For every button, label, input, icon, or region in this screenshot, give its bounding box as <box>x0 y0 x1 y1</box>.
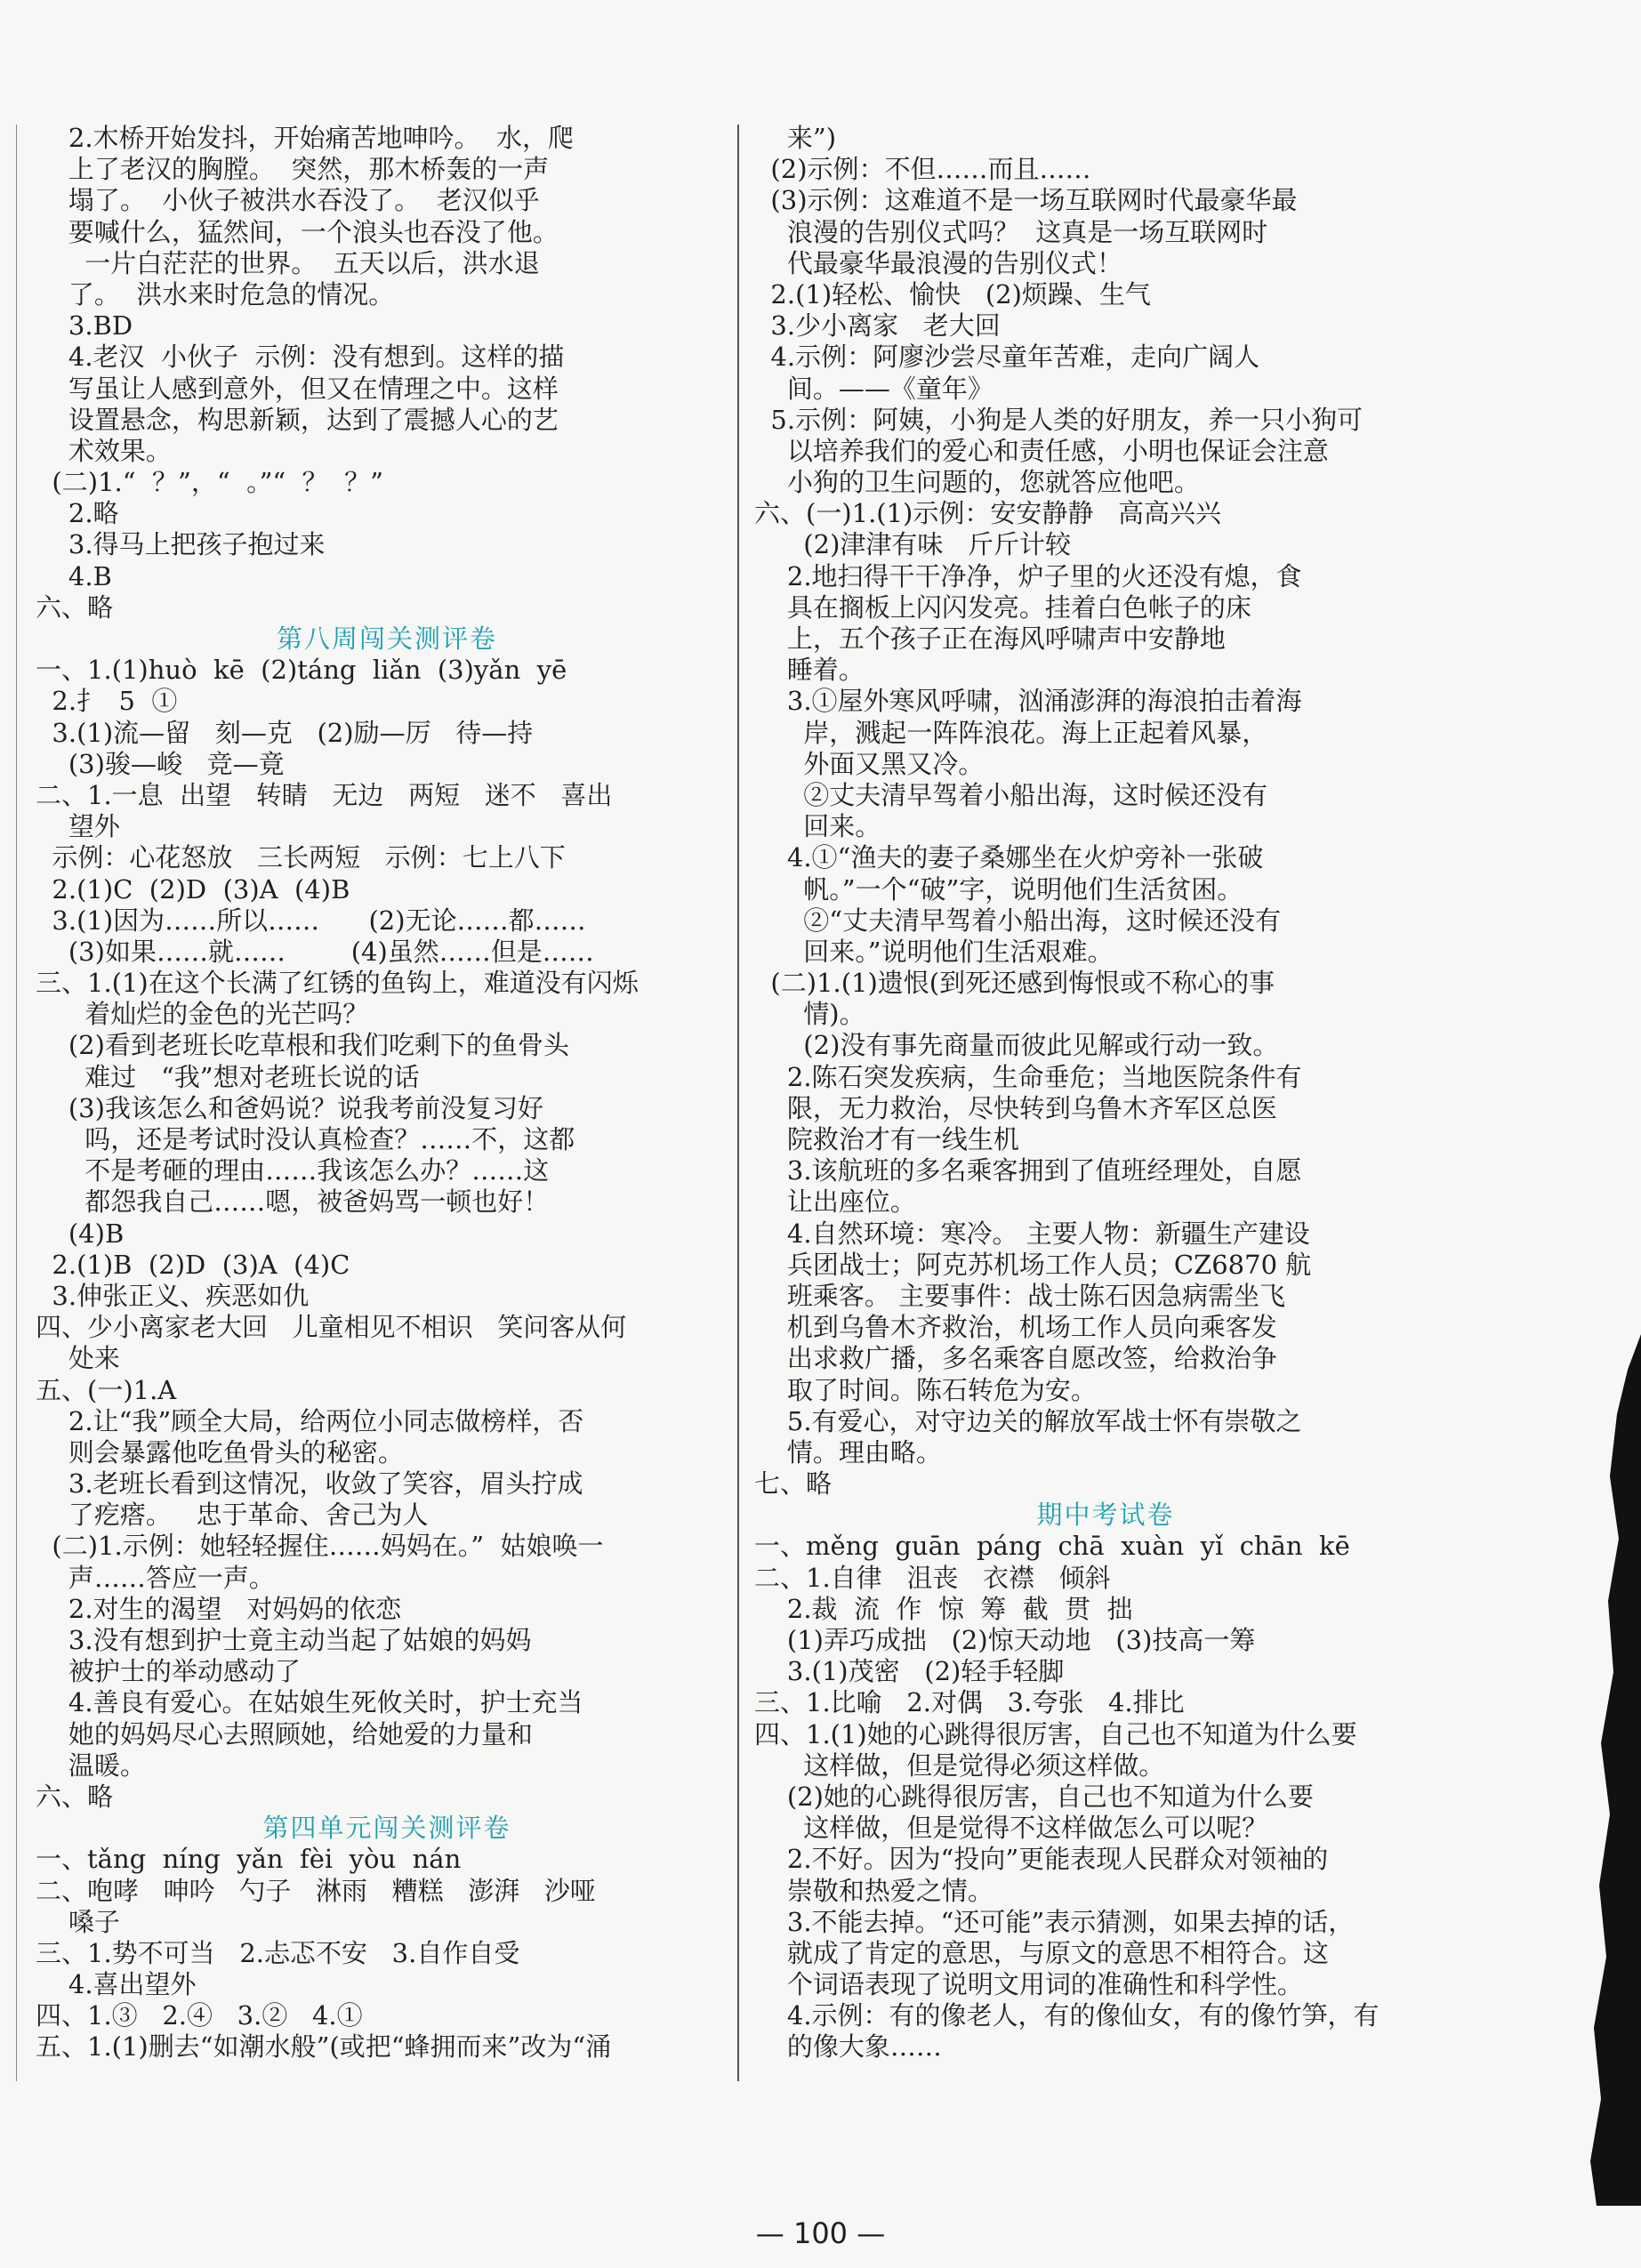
answer-line: 3.得马上把孩子抱过来 <box>36 529 326 560</box>
answer-line: 机到乌鲁木齐救治，机场工作人员向乘客发 <box>754 1312 1277 1343</box>
answer-line: 六、(一)1.(1)示例：安安静静 高高兴兴 <box>754 498 1222 529</box>
answer-line: 二、1.自律 沮丧 衣襟 倾斜 <box>754 1562 1111 1593</box>
answer-line: 4.喜出望外 <box>36 1969 197 2000</box>
answer-line: (4)B <box>36 1218 125 1249</box>
answer-line: 睡着。 <box>754 655 865 686</box>
answer-line: 个词语表现了说明文用词的准确性和科学性。 <box>754 1969 1303 2000</box>
section-heading: 第八周闯关测评卷 <box>276 623 497 654</box>
answer-line: 4.示例：有的像老人，有的像仙女，有的像竹笋，有 <box>754 2000 1380 2031</box>
answer-line: 四、少小离家老大回 儿童相见不相识 笑问客从何 <box>36 1312 627 1343</box>
answer-line: 则会暴露他吃鱼骨头的秘密。 <box>36 1436 404 1468</box>
answer-line: 上，五个孩子正在海风呼啸声中安静地 <box>754 623 1226 654</box>
answer-line: 着灿烂的金色的光芒吗？ <box>36 999 369 1030</box>
answer-line: 2.(1)轻松、愉快 (2)烦躁、生气 <box>754 278 1151 310</box>
answer-line: 3.(1)因为……所以…… (2)无论……都…… <box>36 905 586 936</box>
answer-line: 了疙瘩。 忠于革命、舍己为人 <box>36 1500 429 1531</box>
answer-line: 回来。 <box>754 811 881 842</box>
answer-line: 来”) <box>754 123 837 153</box>
answer-line: ②丈夫清早驾着小船出海，这时候还没有 <box>754 779 1268 810</box>
answer-line: 班乘客。 主要事件：战士陈石因急病需坐飞 <box>754 1280 1286 1311</box>
answer-line: 六、略 <box>36 1781 114 1812</box>
torn-page-edge <box>1574 1334 1641 2206</box>
answer-line: (3)我该怎么和爸妈说？说我考前没复习好 <box>36 1092 543 1123</box>
answer-line: 2.对生的渴望 对妈妈的依恋 <box>36 1593 402 1624</box>
answer-line: 三、1.比喻 2.对偶 3.夸张 4.排比 <box>754 1687 1185 1718</box>
answer-line: 2.扌 5 ① <box>36 686 178 717</box>
answer-line: 4.B <box>36 560 112 591</box>
answer-line: 2.木桥开始发抖，开始痛苦地呻吟。 水，爬 <box>36 123 574 153</box>
answer-line: (3)如果……就…… (4)虽然……但是…… <box>36 936 594 967</box>
answer-line: 2.陈石突发疾病，生命垂危；当地医院条件有 <box>754 1061 1302 1092</box>
answer-line: ②“丈夫清早驾着小船出海，这时候还没有 <box>754 905 1282 936</box>
answer-line: 二、1.一息 出望 转睛 无边 两短 迷不 喜出 <box>36 779 613 810</box>
answer-line: 3.①屋外寒风呼啸，汹涌澎湃的海浪拍击着海 <box>754 686 1302 717</box>
answer-line: 3.(1)流—留 刻—克 (2)励—厉 待—持 <box>36 717 534 748</box>
answer-line: 3.该航班的多名乘客拥到了值班经理处，自愿 <box>754 1155 1302 1186</box>
answer-line: 4.自然环境：寒冷。 主要人物：新疆生产建设 <box>754 1218 1310 1249</box>
answer-line: 兵团战士；阿克苏机场工作人员；CZ6870 航 <box>754 1249 1312 1280</box>
answer-line: 写虽让人感到意外，但又在情理之中。这样 <box>36 373 559 404</box>
answer-line: (3)示例：这难道不是一场互联网时代最豪华最 <box>754 185 1298 216</box>
answer-line: (2)她的心跳得很厉害，自己也不知道为什么要 <box>754 1781 1314 1812</box>
answer-line: 设置悬念，构思新颖，达到了震撼人心的艺 <box>36 404 559 435</box>
answer-line: 四、1.(1)她的心跳得很厉害，自己也不知道为什么要 <box>754 1718 1357 1749</box>
answer-line: 3.BD <box>36 310 133 342</box>
answer-line: 浪漫的告别仪式吗？ 这真是一场互联网时 <box>754 216 1268 247</box>
answer-line: 帆。”一个“破”字，说明他们生活贫困。 <box>754 873 1243 905</box>
answer-line: 2.裁 流 作 惊 筹 截 贯 拙 <box>754 1593 1133 1624</box>
answer-line: (1)弄巧成拙 (2)惊天动地 (3)技高一筹 <box>754 1625 1256 1655</box>
answer-line: 4.示例：阿廖沙尝尽童年苦难，走向广阔人 <box>754 342 1260 373</box>
answer-line: 七、略 <box>754 1468 833 1500</box>
answer-line: 这样做，但是觉得不这样做怎么可以呢？ <box>754 1813 1268 1844</box>
answer-line: 二、咆哮 呻吟 勺子 淋雨 糟糕 澎湃 沙哑 <box>36 1875 596 1906</box>
answer-line: 2.不好。因为“投向”更能表现人民群众对领袖的 <box>754 1844 1329 1875</box>
answer-line: 3.(1)茂密 (2)轻手轻脚 <box>754 1656 1065 1687</box>
answer-line: 术效果。 <box>36 435 172 466</box>
answer-line: (2)看到老班长吃草根和我们吃剩下的鱼骨头 <box>36 1030 569 1061</box>
answer-line: 3.老班长看到这情况，收敛了笑容，眉头拧成 <box>36 1468 583 1500</box>
answer-line: (2)津津有味 斤斤计较 <box>754 529 1072 560</box>
answer-line: 3.没有想到护士竟主动当起了姑娘的妈妈 <box>36 1625 532 1655</box>
answer-line: 三、1.(1)在这个长满了红锈的鱼钩上，难道没有闪烁 <box>36 968 639 999</box>
answer-line: 院救治才有一线生机 <box>754 1124 1019 1154</box>
column-divider <box>737 125 739 2081</box>
answer-line: 要喊什么，猛然间，一个浪头也吞没了他。 <box>36 216 559 247</box>
left-column <box>36 123 738 2063</box>
answer-line: 崇敬和热爱之情。 <box>754 1875 993 1906</box>
answer-line: 情)。 <box>754 999 865 1030</box>
right-column <box>754 123 1457 2063</box>
answer-line: 代最豪华最浪漫的告别仪式！ <box>754 247 1122 278</box>
page-edge-line <box>16 125 17 2081</box>
answer-line: 限，无力救治，尽快转到乌鲁木齐军区总医 <box>754 1092 1277 1123</box>
answer-line: 让出座位。 <box>754 1186 916 1218</box>
answer-line: 5.示例：阿姨，小狗是人类的好朋友，养一只小狗可 <box>754 404 1363 435</box>
answer-line: 不是考砸的理由……我该怎么办？……这 <box>36 1155 550 1186</box>
answer-line: 情。理由略。 <box>754 1436 942 1468</box>
answer-line: (二)1.(1)遗恨(到死还感到悔恨或不称心的事 <box>754 968 1275 999</box>
answer-line: 吗，还是考试时没认真检查？……不，这都 <box>36 1124 575 1154</box>
answer-line: 声……答应一声。 <box>36 1562 275 1593</box>
answer-line: 这样做，但是觉得必须这样做。 <box>754 1749 1165 1781</box>
answer-line: (二)1.示例：她轻轻握住……妈妈在。” 姑娘唤一 <box>36 1531 604 1562</box>
answer-line: 2.略 <box>36 498 119 529</box>
section-heading: 期中考试卷 <box>1036 1500 1175 1531</box>
answer-line: 一、1.(1)huò kē (2)táng liǎn (3)yǎn yē <box>36 655 567 686</box>
answer-line: 间。——《童年》 <box>754 373 993 404</box>
answer-line: 3.少小离家 老大回 <box>754 310 1001 342</box>
answer-line: 被护士的举动感动了 <box>36 1656 301 1687</box>
answer-line: 回来。”说明他们生活艰难。 <box>754 936 1114 967</box>
answer-line: 2.地扫得干干净净，炉子里的火还没有熄，食 <box>754 560 1302 591</box>
answer-line: 2.让“我”顾全大局，给两位小同志做榜样，否 <box>36 1405 584 1436</box>
answer-line: 上了老汉的胸膛。 突然，那木桥轰的一声 <box>36 154 550 185</box>
answer-line: 岸，溅起一阵阵浪花。海上正起着风暴， <box>754 717 1268 748</box>
answer-line: 4.老汉 小伙子 示例：没有想到。这样的描 <box>36 342 565 373</box>
answer-line: 塌了。 小伙子被洪水吞没了。 老汉似乎 <box>36 185 540 216</box>
answer-line: 小狗的卫生问题的，您就答应他吧。 <box>754 467 1200 498</box>
answer-line: 三、1.势不可当 2.忐忑不安 3.自作自受 <box>36 1937 520 1968</box>
answer-line: 温暖。 <box>36 1749 146 1781</box>
answer-line: 处来 <box>36 1343 120 1374</box>
answer-line: 四、1.③ 2.④ 3.② 4.① <box>36 2000 363 2031</box>
answer-line: (2)没有事先商量而彼此见解或行动一致。 <box>754 1030 1279 1061</box>
answer-line: 以培养我们的爱心和责任感，小明也保证会注意 <box>754 435 1329 466</box>
answer-line: 一、měng guān páng chā xuàn yǐ chān kē <box>754 1531 1350 1562</box>
answer-line: (二)1.“ ？”，“ 。”“ ？ ？” <box>36 467 383 498</box>
answer-line: 2.(1)C (2)D (3)A (4)B <box>36 873 350 905</box>
answer-line: 就成了肯定的意思，与原文的意思不相符合。这 <box>754 1937 1329 1968</box>
answer-line: 出求救广播，多名乘客自愿改签，给救治争 <box>754 1343 1277 1374</box>
answer-line: 难过 “我”想对老班长说的话 <box>36 1061 420 1092</box>
answer-line: 她的妈妈尽心去照顾她，给她爱的力量和 <box>36 1718 533 1749</box>
answer-line: 一、tǎng níng yǎn fèi yòu nán <box>36 1844 462 1875</box>
answer-line: 六、略 <box>36 591 114 623</box>
answer-line: 外面又黑又冷。 <box>754 748 985 779</box>
answer-line: (2)示例：不但……而且…… <box>754 154 1091 185</box>
answer-line: 4.善良有爱心。在姑娘生死攸关时，护士充当 <box>36 1687 583 1718</box>
answer-line: 示例：心花怒放 三长两短 示例：七上八下 <box>36 842 566 873</box>
answer-line: 取了时间。陈石转危为安。 <box>754 1374 1097 1405</box>
answer-line: 的像大象…… <box>754 2031 942 2063</box>
answer-line: 5.有爱心，对守边关的解放军战士怀有崇敬之 <box>754 1405 1302 1436</box>
answer-line: 望外 <box>36 811 120 842</box>
answer-line: 4.①“渔夫的妻子桑娜坐在火炉旁补一张破 <box>754 842 1264 873</box>
answer-line: 都怨我自己……嗯，被爸妈骂一顿也好！ <box>36 1186 550 1218</box>
answer-line: 2.(1)B (2)D (3)A (4)C <box>36 1249 350 1280</box>
answer-line: 五、(一)1.A <box>36 1374 177 1405</box>
answer-line: 嗓子 <box>36 1906 120 1937</box>
page-number: — 100 — <box>755 2216 886 2250</box>
section-heading: 第四单元闯关测评卷 <box>262 1813 511 1844</box>
answer-line: (3)骏—峻 竞—竟 <box>36 748 285 779</box>
answer-line: 了。 洪水来时危急的情况。 <box>36 278 395 310</box>
answer-line: 3.伸张正义、疾恶如仇 <box>36 1280 310 1311</box>
answer-line: 一片白茫茫的世界。 五天以后，洪水退 <box>36 247 540 278</box>
answer-line: 五、1.(1)删去“如潮水般”(或把“蜂拥而来”改为“涌 <box>36 2031 612 2063</box>
answer-line: 3.不能去掉。“还可能”表示猜测，如果去掉的话， <box>754 1906 1355 1937</box>
answer-line: 具在搁板上闪闪发亮。挂着白色帐子的床 <box>754 591 1251 623</box>
